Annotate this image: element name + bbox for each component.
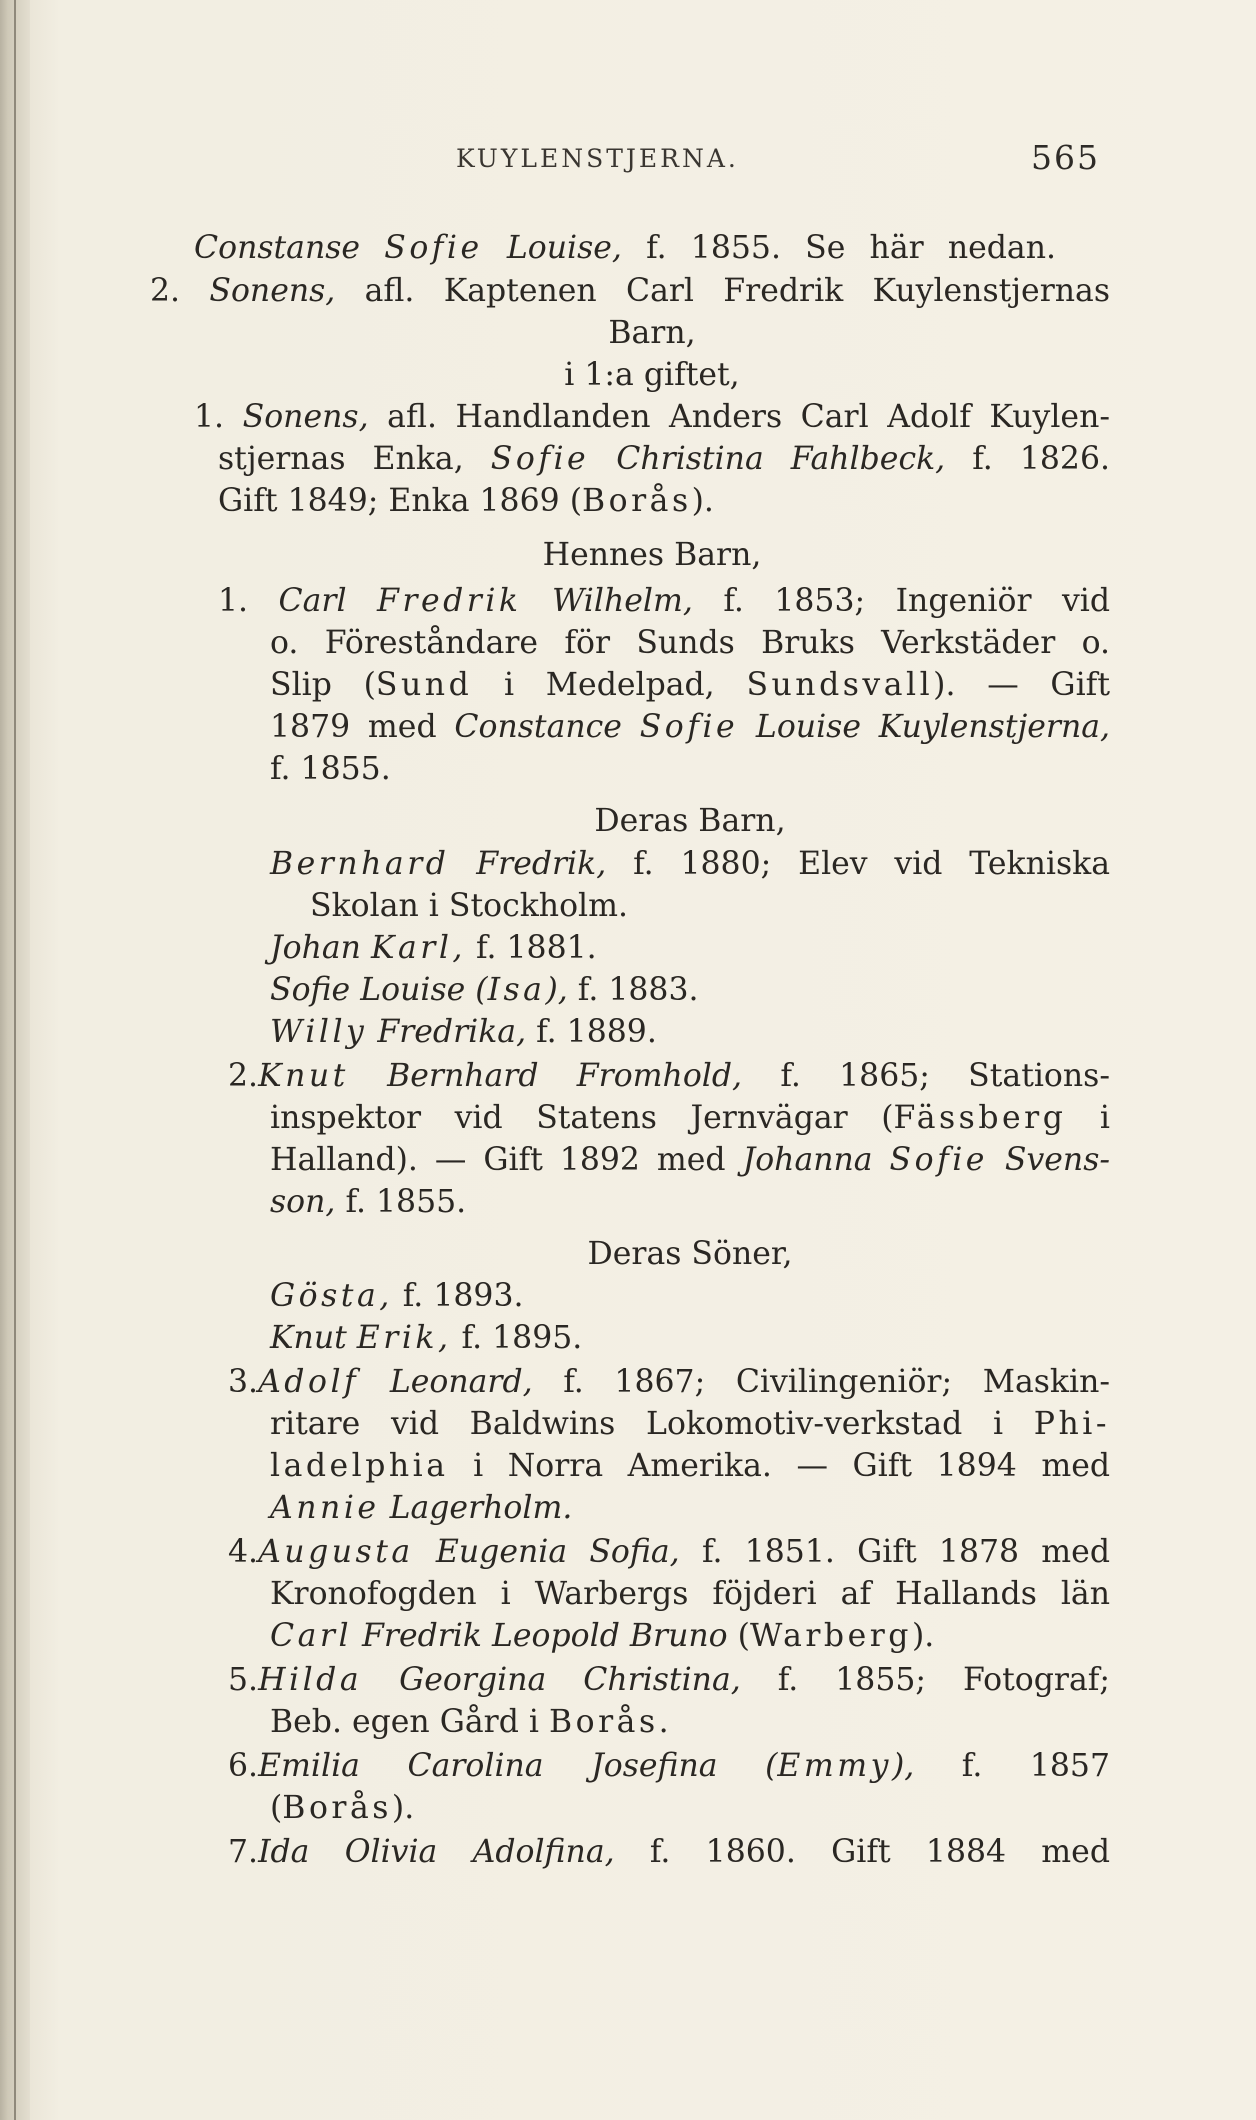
text-line: Beb. egen Gård i Borås. [270, 1704, 669, 1740]
text-line: o. Föreståndare för Sunds Bruks Verkstäder o. [270, 625, 1110, 661]
text-line: Skolan i Stockholm. [310, 888, 629, 924]
text-line: i 1:a giftet, [564, 357, 740, 393]
text-line: Deras Barn, [594, 803, 786, 839]
text-line: ladelphia i Norra Amerika. — Gift 1894 med [270, 1448, 1110, 1484]
text-line: 3.Adolf Leonard, f. 1867; Civilingeniör; Maskin- [228, 1364, 1111, 1400]
text-line: ritare vid Baldwins Lokomotiv-verkstad i Phi- [270, 1406, 1110, 1442]
text-line: (Borås). [270, 1790, 415, 1826]
text-line: Gift 1849; Enka 1869 (Borås). [218, 483, 714, 519]
text-line: Knut Erik, f. 1895. [270, 1320, 583, 1356]
text-line: Slip (Sund i Medelpad, Sundsvall). — Gift [270, 667, 1110, 703]
text-line: Barn, [608, 315, 696, 351]
text-line: Gösta, f. 1893. [270, 1278, 524, 1314]
running-head: KUYLENSTJERNA. [456, 144, 739, 173]
binding-line [14, 0, 16, 2120]
text-line: Willy Fredrika, f. 1889. [270, 1014, 657, 1050]
text-line: Hennes Barn, [542, 537, 762, 573]
text-line: Constanse Sofie Louise, f. 1855. Se här nedan. [194, 230, 1056, 266]
text-line: inspektor vid Statens Jernvägar (Fässberg i [270, 1100, 1110, 1136]
text-line: 1. Carl Fredrik Wilhelm, f. 1853; Ingeniör vid [218, 583, 1111, 619]
text-line: Carl Fredrik Leopold Bruno (Warberg). [270, 1618, 935, 1654]
text-line: 6.Emilia Carolina Josefina (Emmy), f. 1857 [228, 1748, 1111, 1784]
text-line: 1. Sonens, afl. Handlanden Anders Carl Adolf Kuylen- [194, 399, 1111, 435]
text-line: Halland). — Gift 1892 med Johanna Sofie Svens- [270, 1142, 1111, 1178]
text-line: 2.Knut Bernhard Fromhold, f. 1865; Stations- [228, 1058, 1110, 1094]
text-line: 4.Augusta Eugenia Sofia, f. 1851. Gift 1878 med [228, 1534, 1110, 1570]
page-number: 565 [1031, 138, 1100, 177]
text-line: stjernas Enka, Sofie Christina Fahlbeck, f. 1826. [218, 441, 1111, 477]
text-line: Kronofogden i Warbergs föjderi af Hallands län [270, 1576, 1110, 1612]
text-line: son, f. 1855. [270, 1184, 467, 1220]
text-line: 1879 med Constance Sofie Louise Kuylenstjerna, [270, 709, 1111, 745]
text-line: f. 1855. [270, 751, 391, 787]
text-line: Deras Söner, [587, 1236, 793, 1272]
page-header [0, 138, 1256, 182]
text-line: 2. Sonens, afl. Kaptenen Carl Fredrik Kuylenstjernas [150, 273, 1110, 309]
text-line: Johan Karl, f. 1881. [270, 930, 597, 966]
text-line: 5.Hilda Georgina Christina, f. 1855; Fotograf; [228, 1662, 1110, 1698]
text-line: Bernhard Fredrik, f. 1880; Elev vid Tekniska [270, 846, 1110, 882]
text-line: Sofie Louise (Isa), f. 1883. [270, 972, 699, 1008]
text-line: 7.Ida Olivia Adolfina, f. 1860. Gift 1884 med [228, 1834, 1110, 1870]
text-line: Annie Lagerholm. [270, 1490, 573, 1526]
